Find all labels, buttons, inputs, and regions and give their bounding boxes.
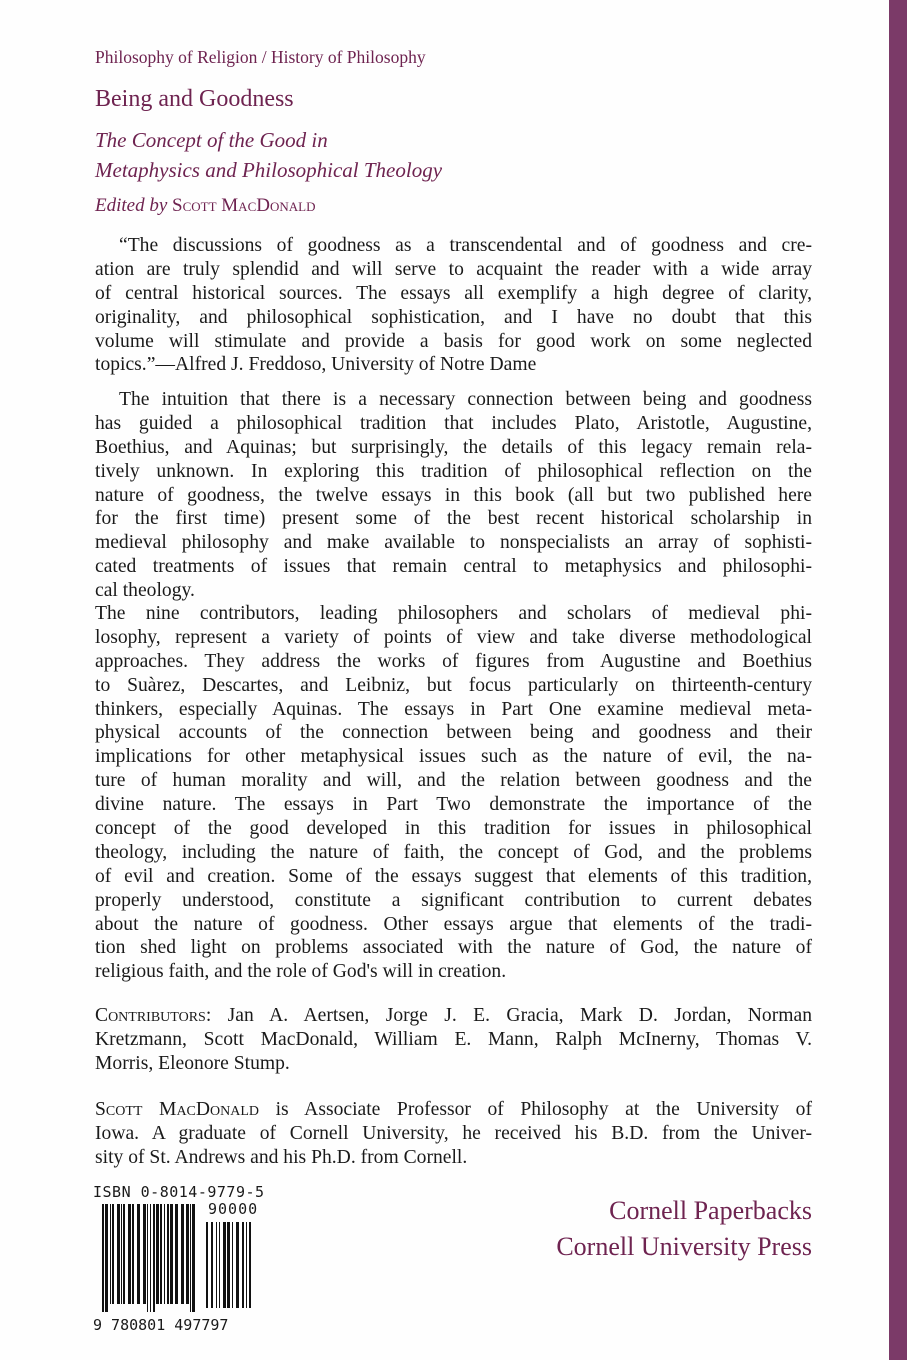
ean-number: 9 780801 497797 <box>93 1316 229 1334</box>
text-line: of evil and creation. Some of the essays suggest that elements of this tradition, <box>95 865 812 887</box>
text-line: physical accounts of the connection between being and goodness and their <box>95 722 812 744</box>
barcode-bar <box>110 1204 111 1304</box>
text-line: implications for other metaphysical issues such as the nature of evil, the na- <box>95 746 812 768</box>
text-line: losophy, represent a variety of points of view and take diverse methodological <box>95 626 812 648</box>
barcode-bar <box>128 1204 131 1304</box>
barcode-bar <box>223 1222 226 1308</box>
bio-line: Scott MacDonald is Associate Professor of Philosophy at the University of <box>95 1099 812 1120</box>
barcode-bar <box>216 1222 217 1308</box>
text-line: tion shed light on problems associated with the nature of God, the nature of <box>95 937 812 959</box>
barcode-bar <box>156 1204 159 1304</box>
text-line: cated treatments of issues that remain central to metaphysics and philosophi- <box>95 556 812 578</box>
text-line: has guided a philosophical tradition that includes Plato, Aristotle, Augustine, <box>95 412 812 434</box>
barcode-bar <box>105 1204 108 1312</box>
barcode-bar <box>164 1204 165 1304</box>
editor-credit <box>95 195 315 217</box>
barcode-bar <box>102 1204 104 1312</box>
barcode-bar <box>181 1204 184 1304</box>
barcode-bar <box>160 1204 162 1304</box>
contributors-line: Contributors: Jan A. Aertsen, Jorge J. E. Gracia, Mark D. Jordan, Norman <box>95 1005 812 1026</box>
text-line: originality, and philosophical sophistication, and I have no doubt that this <box>95 306 812 328</box>
text-line: approaches. They address the works of figures from Augustine and Boethius <box>95 650 812 672</box>
barcode-bar <box>153 1204 155 1312</box>
contributors-label: Contributors: <box>95 1005 212 1026</box>
endorsement-quote <box>95 234 812 377</box>
text-line: divine nature. The essays in Part Two demonstrate the importance of the <box>95 794 812 816</box>
barcode-bar <box>232 1222 233 1308</box>
barcode-bar <box>192 1204 195 1312</box>
barcode-bar <box>117 1204 120 1304</box>
barcode-bar <box>147 1204 148 1312</box>
barcode-bar <box>137 1204 140 1304</box>
edited-by-label: Edited by <box>95 195 168 216</box>
text-line: theology, including the nature of faith, the concept of God, and the problems <box>95 841 812 863</box>
text-line: Boethius, and Aquinas; but surprisingly, the details of this legacy remain rela- <box>95 436 812 458</box>
text-line: The nine contributors, leading philosophers and scholars of medieval phi- <box>95 603 812 624</box>
text-line: The intuition that there is a necessary connection between being and goodness <box>119 389 812 410</box>
barcode-bar <box>227 1222 230 1308</box>
series-label: Philosophy of Religion / History of Philosophy <box>95 47 426 67</box>
text-line: properly understood, constitute a significant contribution to current debates <box>95 889 812 911</box>
barcode-bar <box>167 1204 169 1304</box>
description-paragraph-2 <box>95 602 812 984</box>
editor-name: Scott MacDonald <box>172 195 316 216</box>
text-line: concept of the good developed in this tradition for issues in philosophical <box>95 818 812 840</box>
text-line: nature of goodness, the twelve essays in this book (all but two published here <box>95 484 812 506</box>
text-line: topics.”—Alfred J. Freddoso, University of Notre Dame <box>95 354 537 376</box>
barcode-bar <box>246 1222 247 1308</box>
barcode-bar <box>112 1204 114 1304</box>
text-line: “The discussions of goodness as a transcendental and of goodness and cre- <box>119 235 812 256</box>
barcode-bar <box>132 1204 134 1304</box>
imprint-name: Cornell Paperbacks <box>609 1196 812 1225</box>
barcode-bar <box>249 1222 251 1308</box>
barcode-bar <box>175 1204 178 1304</box>
editor-bio <box>95 1098 812 1170</box>
text-line: thinkers, especially Aquinas. The essays in Part One examine medieval meta- <box>95 698 812 720</box>
book-title: Being and Goodness <box>95 86 294 112</box>
text-line: of central historical sources. The essays all exemplify a high degree of clarity, <box>95 282 812 304</box>
publisher-name: Cornell University Press <box>556 1232 812 1261</box>
barcode-bar <box>170 1204 173 1304</box>
barcode-bar <box>190 1204 191 1312</box>
text-line: to Suàrez, Descartes, and Leibniz, but focus particularly on thirteenth-century <box>95 674 812 696</box>
barcode-bar <box>186 1204 189 1304</box>
text-line: medieval philosophy and make available to nonspecialists an array of sophisti- <box>95 532 812 554</box>
contributors-line: Morris, Eleonore Stump. <box>95 1052 290 1074</box>
text-line: about the nature of goodness. Other essays argue that elements of the tradi- <box>95 913 812 935</box>
isbn-text: ISBN 0-8014-9779-5 <box>93 1183 265 1201</box>
contributors-list <box>95 1004 812 1076</box>
barcode-bar <box>143 1204 146 1304</box>
text-line: volume will stimulate and provide a basis for good work on some neglected <box>95 330 812 352</box>
text-line: tively unknown. In exploring this tradition of philosophical reflection on the <box>95 460 812 482</box>
description-paragraph-1 <box>95 388 812 603</box>
barcode-bar <box>211 1222 213 1308</box>
barcode-bar <box>206 1222 208 1308</box>
bio-line: Iowa. A graduate of Cornell University, he received his B.D. from the Univer- <box>95 1122 812 1144</box>
spine-stripe <box>889 0 907 1360</box>
text-line: for the first time) present some of the best recent historical scholarship in <box>95 508 812 530</box>
bio-line: sity of St. Andrews and his Ph.D. from Cornell. <box>95 1146 468 1168</box>
barcode-bar <box>219 1222 220 1308</box>
barcode-bar <box>236 1222 239 1308</box>
bio-name: Scott MacDonald <box>95 1099 260 1120</box>
barcode-bar <box>123 1204 125 1304</box>
barcode-bar <box>121 1204 122 1304</box>
text-line: ation are truly splendid and will serve to acquaint the reader with a wide array <box>95 258 812 280</box>
barcode-bar <box>242 1222 244 1308</box>
text-line: religious faith, and the role of God's will in creation. <box>95 961 507 983</box>
text-line: cal theology. <box>95 580 195 602</box>
barcode-bar <box>150 1204 151 1312</box>
barcode-image <box>102 1204 252 1316</box>
price-addon-code: 90000 <box>208 1200 259 1218</box>
text-line: ture of human morality and will, and the relation between goodness and the <box>95 770 812 792</box>
subtitle-line-2: Metaphysics and Philosophical Theology <box>95 158 443 182</box>
contributors-line: Kretzmann, Scott MacDonald, William E. Mann, Ralph McInerny, Thomas V. <box>95 1028 812 1050</box>
subtitle-line-1: The Concept of the Good in <box>95 128 328 152</box>
